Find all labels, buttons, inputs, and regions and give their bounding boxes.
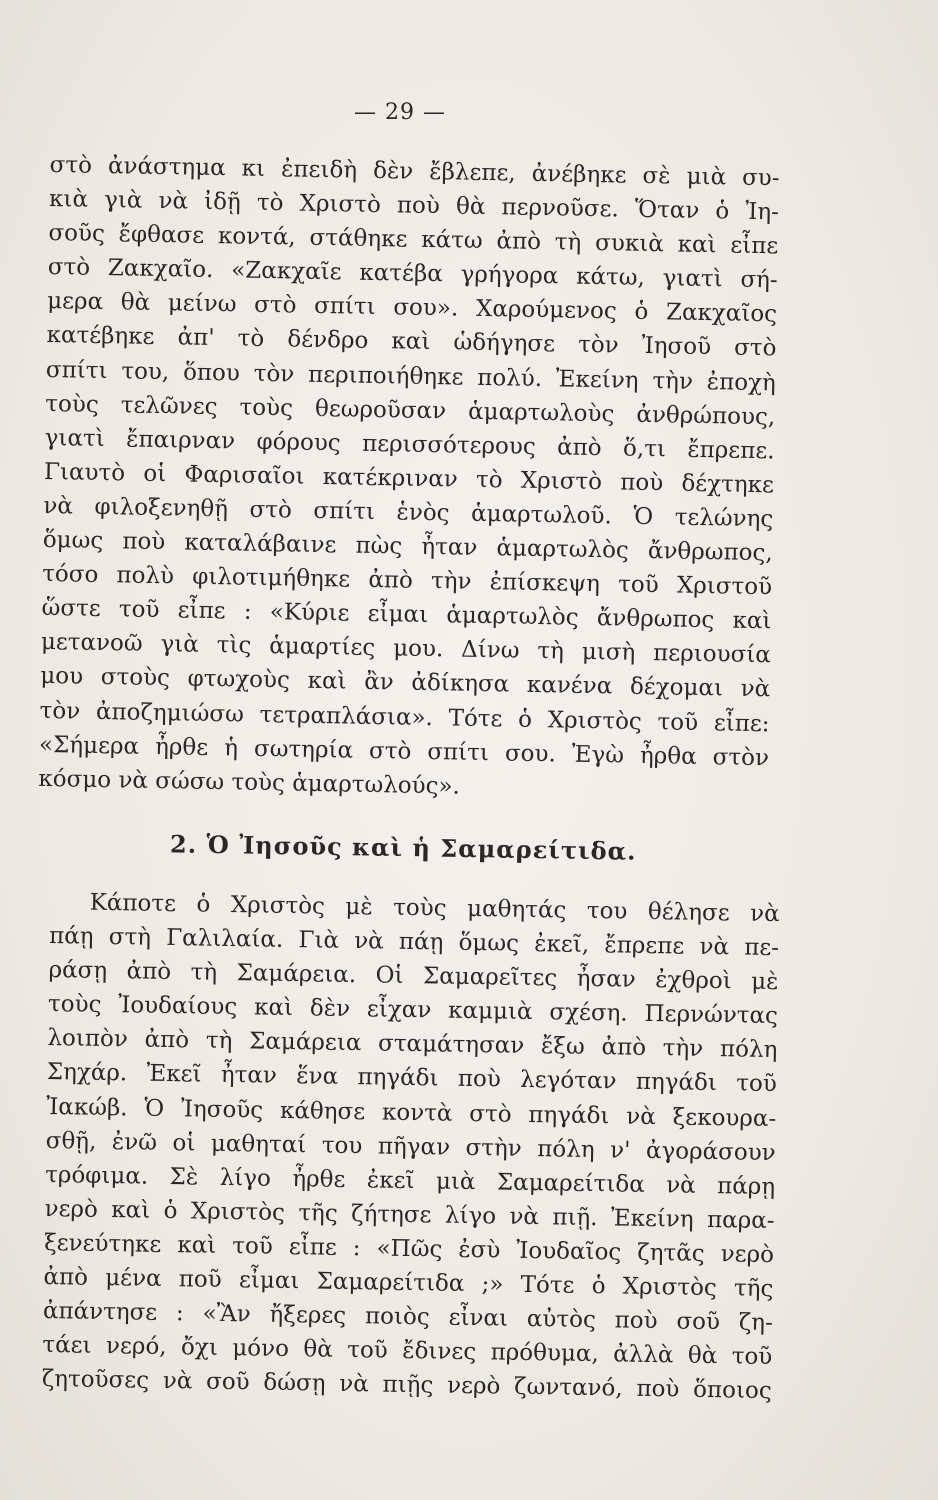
text-line: τὸν ἀποζημιώσω τετραπλάσια». Τότε ὁ Χριστὸς τοῦ εἶπε:: [39, 697, 770, 737]
text-line: ἀπάντησε : «Ἂν ἤξερες ποιὸς εἶναι αὐτὸς ποὺ σοῦ ζη-: [42, 1298, 774, 1337]
text-line: σπίτι του, ὅπου τὸν περιποιήθηκε πολύ. Ἐκείνη τὴν ἐποχὴ: [45, 356, 777, 396]
text-line: τρόφιμα. Σὲ λίγο ἦρθε ἐκεῖ μιὰ Σαμαρείτιδα νὰ πάρῃ: [44, 1161, 776, 1200]
text-line: πάῃ στὴ Γαλιλαία. Γιὰ νὰ πάῃ ὅμως ἐκεῖ, ἔπρεπε νὰ πε-: [48, 923, 780, 962]
text-line: Σηχάρ. Ἐκεῖ ἦταν ἕνα πηγάδι ποὺ λεγόταν πηγάδι τοῦ: [46, 1059, 778, 1098]
text-line: Ἰακώβ. Ὁ Ἰησοῦς κάθησε κοντὰ στὸ πηγάδι νὰ ξεκουρα-: [46, 1093, 777, 1132]
text-line: μου στοὺς φτωχοὺς καὶ ἂν ἀδίκησα κανένα δέχομαι νὰ: [40, 663, 771, 703]
text-line: τοὺς Ἰουδαίους καὶ δὲν εἶχαν καμμιὰ σχέση. Περνώντας: [47, 991, 779, 1030]
text-line: ζητοῦσες νὰ σοῦ δώσῃ νὰ πιῇς νερὸ ζωντανό, ποὺ ὅποιος: [41, 1366, 772, 1405]
text-line: λοιπὸν ἀπὸ τὴ Σαμάρεια σταμάτησαν ἔξω ἀπὸ τὴν πόλη: [47, 1025, 778, 1064]
text-line: μετανοῶ γιὰ τὶς ἁμαρτίες μου. Δίνω τὴ μισὴ περιουσία: [40, 629, 772, 669]
text-line: ράσῃ ἀπὸ τὴ Σαμάρεια. Οἱ Σαμαρεῖτες ἦσαν ἐχθροὶ μὲ: [48, 957, 779, 996]
text-line: στὸ ἀνάστημα κι ἐπειδὴ δὲν ἔβλεπε, ἀνέβηκε σὲ μιὰ συ-: [49, 151, 780, 192]
text-line: ὅμως ποὺ καταλάβαινε πὼς ἦταν ἁμαρτωλὸς ἄνθρωπος,: [42, 526, 773, 567]
text-line: σοῦς ἔφθασε κοντά, στάθηκε κάτω ἀπὸ τὴ συκιὰ καὶ εἶπε: [48, 220, 779, 260]
text-line: ξενεύτηκε καὶ τοῦ εἶπε : «Πῶς ἐσὺ Ἰουδαῖος ζητᾶς νερὸ: [43, 1229, 775, 1268]
text-line: μερα θὰ μείνω στὸ σπίτι σου». Χαρούμενος ὁ Ζακχαῖος: [46, 288, 778, 328]
text-line: Κάποτε ὁ Χριστὸς μὲ τοὺς μαθητάς του θέλησε νὰ: [89, 889, 780, 928]
text-line: τοὺς τελῶνες τοὺς θεωροῦσαν ἁμαρτωλοὺς ἀνθρώπους,: [45, 390, 776, 430]
text-line: σθῇ, ἐνῶ οἱ μαθηταί του πῆγαν στὴν πόλη ν' ἀγοράσουν: [45, 1127, 776, 1166]
text-line: νερὸ καὶ ὁ Χριστὸς τῆς ζήτησε λίγο νὰ πιῇ. Ἐκείνη παρα-: [44, 1195, 775, 1234]
section-heading: 2. Ὁ Ἰησοῦς καὶ ἡ Σαμαρείτιδα.: [169, 829, 637, 866]
text-line: τόσο πολὺ φιλοτιμήθηκε ἀπὸ τὴν ἐπίσκεψη τοῦ Χριστοῦ: [41, 561, 773, 601]
text-line: ἀπὸ μένα ποῦ εἶμαι Σαμαρείτιδα ;» Τότε ὁ Χριστὸς τῆς: [43, 1263, 774, 1303]
paragraph-zacchaeus: [38, 148, 780, 809]
text-line: τάει νερό, ὄχι μόνο θὰ τοῦ ἔδινες πρόθυμα, ἀλλὰ θὰ τοῦ: [42, 1332, 773, 1371]
text-line: «Σήμερα ἦρθε ἡ σωτηρία στὸ σπίτι σου. Ἐγὼ ἦρθα στὸν: [38, 731, 770, 771]
text-line: γιατὶ ἔπαιρναν φόρους περισσότερους ἀπὸ ὅ,τι ἔπρεπε.: [44, 424, 775, 465]
text-line: κιὰ γιὰ νὰ ἰδῇ τὸ Χριστὸ ποὺ θὰ περνοῦσε. Ὅταν ὁ Ἰη-: [48, 186, 780, 226]
text-line: κόσμο νὰ σώσω τοὺς ἁμαρτωλούς».: [38, 765, 461, 800]
text-line: Γιαυτὸ οἱ Φαρισαῖοι κατέκριναν τὸ Χριστὸ ποὺ δέχτηκε: [43, 458, 775, 499]
text-line: στὸ Ζακχαῖο. «Ζακχαῖε κατέβα γρήγορα κάτω, γιατὶ σή-: [47, 254, 778, 294]
text-line: ὥστε τοῦ εἶπε : «Κύριε εἶμαι ἁμαρτωλὸς ἄνθρωπος καὶ: [41, 595, 772, 635]
paragraph-samaritan: [42, 885, 780, 1408]
text-line: κατέβηκε ἀπ' τὸ δένδρο καὶ ὡδήγησε τὸν Ἰησοῦ στὸ: [46, 322, 777, 362]
text-line: νὰ φιλοξενηθῇ στὸ σπίτι ἑνὸς ἁμαρτωλοῦ. Ὁ τελώνης: [43, 492, 774, 533]
page-number: — 29 —: [354, 100, 446, 125]
